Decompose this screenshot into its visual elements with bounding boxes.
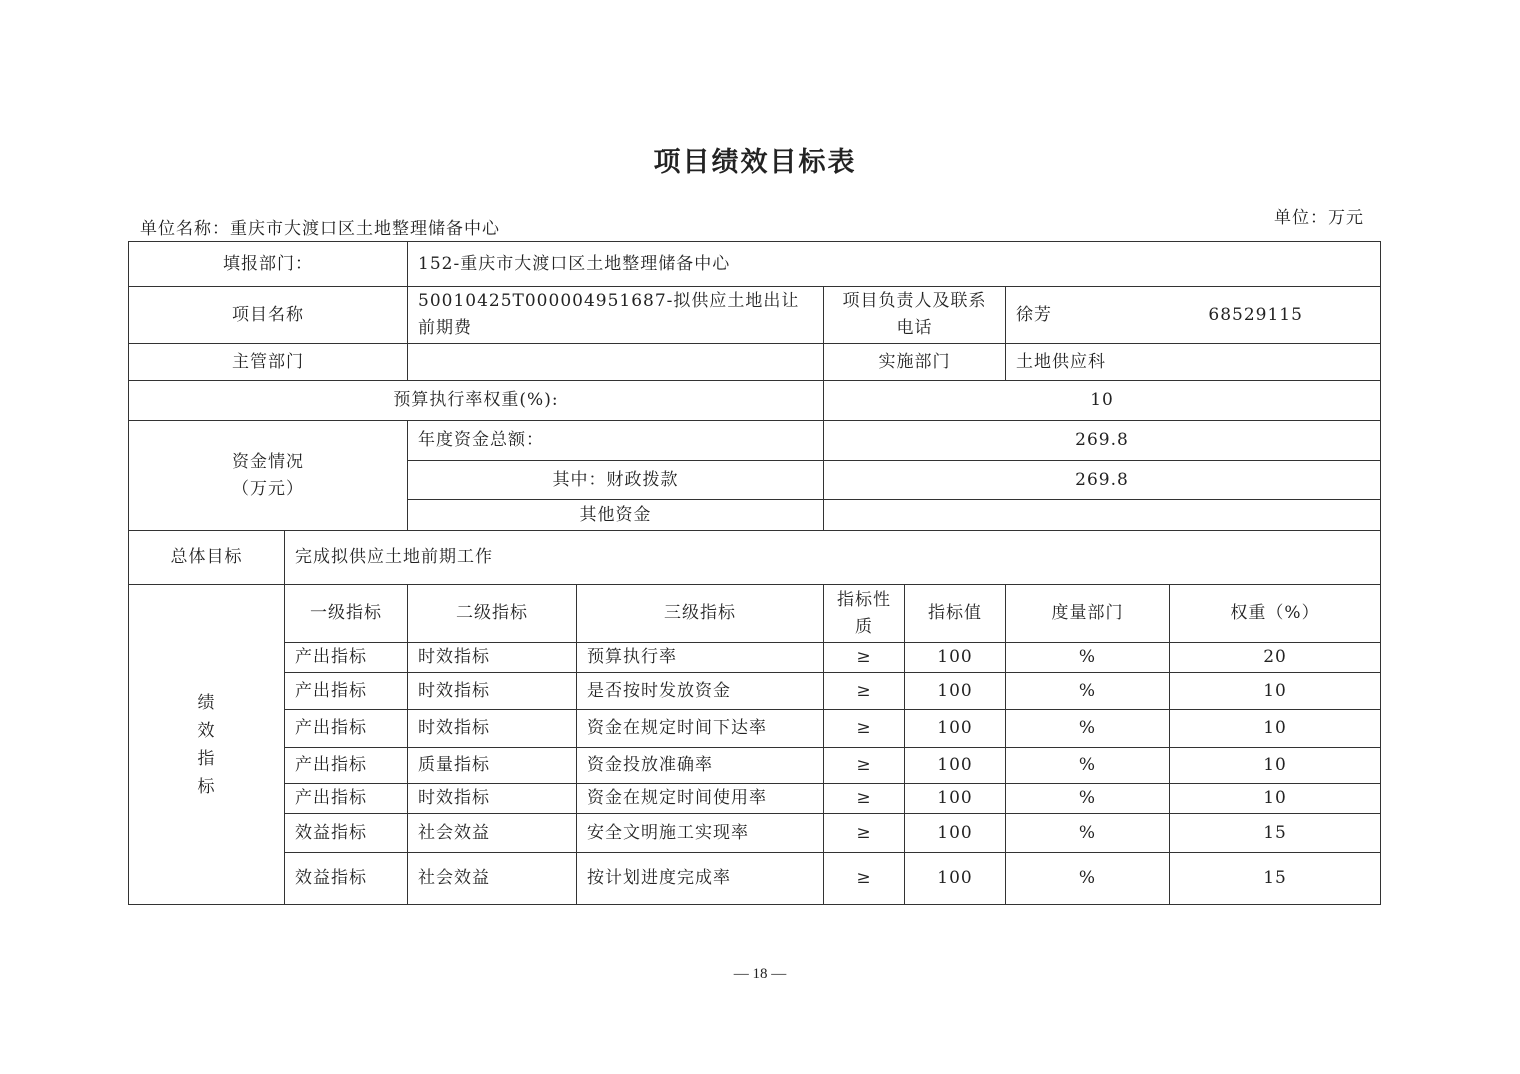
header-nature: 指标性质 xyxy=(824,585,905,643)
project-name-value: 50010425T000004951687-拟供应土地出让前期费 xyxy=(408,287,824,344)
project-leader-label: 项目负责人及联系电话 xyxy=(824,287,1006,344)
cell-nature: ≥ xyxy=(824,853,905,905)
header-unit: 度量部门 xyxy=(1006,585,1170,643)
cell-level2: 时效指标 xyxy=(408,710,577,748)
cell-level1: 产出指标 xyxy=(285,643,408,673)
cell-level3: 资金在规定时间使用率 xyxy=(577,784,824,814)
cell-value: 100 xyxy=(905,673,1006,710)
cell-unit: % xyxy=(1006,673,1170,710)
header-level3: 三级指标 xyxy=(577,585,824,643)
project-name-label: 项目名称 xyxy=(129,287,408,344)
currency-unit-label: 单位：万元 xyxy=(1274,208,1364,228)
cell-level3: 是否按时发放资金 xyxy=(577,673,824,710)
page-title: 项目绩效目标表 xyxy=(653,147,857,178)
cell-weight: 10 xyxy=(1170,710,1381,748)
budget-weight-label: 预算执行率权重(%): xyxy=(129,381,824,421)
fill-dept-label: 填报部门： xyxy=(129,242,408,287)
cell-value: 100 xyxy=(905,748,1006,784)
cell-nature: ≥ xyxy=(824,748,905,784)
annual-total-row xyxy=(129,421,1381,461)
supervisor-label: 主管部门 xyxy=(129,344,408,381)
fiscal-value: 269.8 xyxy=(824,461,1381,500)
perf-label-char: 标 xyxy=(197,776,216,797)
cell-unit: % xyxy=(1006,748,1170,784)
page-number: — 18 — xyxy=(733,966,787,982)
cell-value: 100 xyxy=(905,784,1006,814)
cell-nature: ≥ xyxy=(824,643,905,673)
fill-dept-row xyxy=(129,242,1381,287)
funds-label-line1: 资金情况 xyxy=(232,451,304,472)
table-row xyxy=(129,784,1381,814)
cell-value: 100 xyxy=(905,710,1006,748)
cell-weight: 10 xyxy=(1170,673,1381,710)
cell-level2: 社会效益 xyxy=(408,853,577,905)
cell-level3: 按计划进度完成率 xyxy=(577,853,824,905)
cell-unit: % xyxy=(1006,853,1170,905)
supervisor-value xyxy=(408,344,824,381)
cell-unit: % xyxy=(1006,814,1170,853)
cell-unit: % xyxy=(1006,710,1170,748)
impl-dept-value: 土地供应科 xyxy=(1006,344,1381,381)
cell-level3: 预算执行率 xyxy=(577,643,824,673)
annual-total-value: 269.8 xyxy=(824,421,1381,461)
table-row xyxy=(129,673,1381,710)
project-leader-value xyxy=(1006,287,1381,344)
cell-nature: ≥ xyxy=(824,784,905,814)
fiscal-label: 其中：财政拨款 xyxy=(408,461,824,500)
cell-nature: ≥ xyxy=(824,710,905,748)
annual-total-label: 年度资金总额： xyxy=(408,421,824,461)
cell-weight: 10 xyxy=(1170,748,1381,784)
leader-name: 徐芳 xyxy=(1016,304,1052,325)
header-value: 指标值 xyxy=(905,585,1006,643)
overall-goal-label: 总体目标 xyxy=(129,531,285,585)
cell-level1: 效益指标 xyxy=(285,853,408,905)
overall-goal-row xyxy=(129,531,1381,585)
table-row xyxy=(129,748,1381,784)
funds-label xyxy=(129,421,408,531)
cell-weight: 20 xyxy=(1170,643,1381,673)
cell-level1: 产出指标 xyxy=(285,784,408,814)
budget-weight-value: 10 xyxy=(824,381,1381,421)
cell-weight: 15 xyxy=(1170,853,1381,905)
perf-indicator-label xyxy=(129,585,285,905)
unit-name: 单位名称：重庆市大渡口区土地整理储备中心 xyxy=(140,219,500,239)
fill-dept-value: 152-重庆市大渡口区土地整理储备中心 xyxy=(408,242,1381,287)
cell-level2: 时效指标 xyxy=(408,643,577,673)
performance-goal-table xyxy=(128,241,1381,905)
perf-label-char: 效 xyxy=(197,720,216,741)
table-row xyxy=(129,853,1381,905)
cell-weight: 10 xyxy=(1170,784,1381,814)
cell-level1: 产出指标 xyxy=(285,710,408,748)
cell-level3: 资金投放准确率 xyxy=(577,748,824,784)
cell-level2: 时效指标 xyxy=(408,673,577,710)
impl-dept-label: 实施部门 xyxy=(824,344,1006,381)
cell-level3: 安全文明施工实现率 xyxy=(577,814,824,853)
cell-nature: ≥ xyxy=(824,814,905,853)
header-weight: 权重（%） xyxy=(1170,585,1381,643)
overall-goal-value: 完成拟供应土地前期工作 xyxy=(285,531,1381,585)
cell-unit: % xyxy=(1006,784,1170,814)
table-row xyxy=(129,643,1381,673)
cell-level2: 社会效益 xyxy=(408,814,577,853)
cell-value: 100 xyxy=(905,814,1006,853)
perf-label-char: 指 xyxy=(197,748,216,769)
cell-level3: 资金在规定时间下达率 xyxy=(577,710,824,748)
cell-level2: 质量指标 xyxy=(408,748,577,784)
header-level1: 一级指标 xyxy=(285,585,408,643)
indicator-header-row xyxy=(129,585,1381,643)
cell-value: 100 xyxy=(905,643,1006,673)
funds-label-line2: （万元） xyxy=(232,478,304,499)
perf-label-char: 绩 xyxy=(197,692,216,713)
project-name-row xyxy=(129,287,1381,344)
supervisor-row xyxy=(129,344,1381,381)
cell-level1: 产出指标 xyxy=(285,748,408,784)
cell-value: 100 xyxy=(905,853,1006,905)
other-funds-label: 其他资金 xyxy=(408,500,824,531)
leader-phone: 68529115 xyxy=(1208,304,1303,325)
cell-nature: ≥ xyxy=(824,673,905,710)
cell-level1: 产出指标 xyxy=(285,673,408,710)
cell-unit: % xyxy=(1006,643,1170,673)
table-row xyxy=(129,710,1381,748)
table-row xyxy=(129,814,1381,853)
cell-level1: 效益指标 xyxy=(285,814,408,853)
budget-weight-row xyxy=(129,381,1381,421)
cell-level2: 时效指标 xyxy=(408,784,577,814)
header-level2: 二级指标 xyxy=(408,585,577,643)
other-funds-value xyxy=(824,500,1381,531)
cell-weight: 15 xyxy=(1170,814,1381,853)
